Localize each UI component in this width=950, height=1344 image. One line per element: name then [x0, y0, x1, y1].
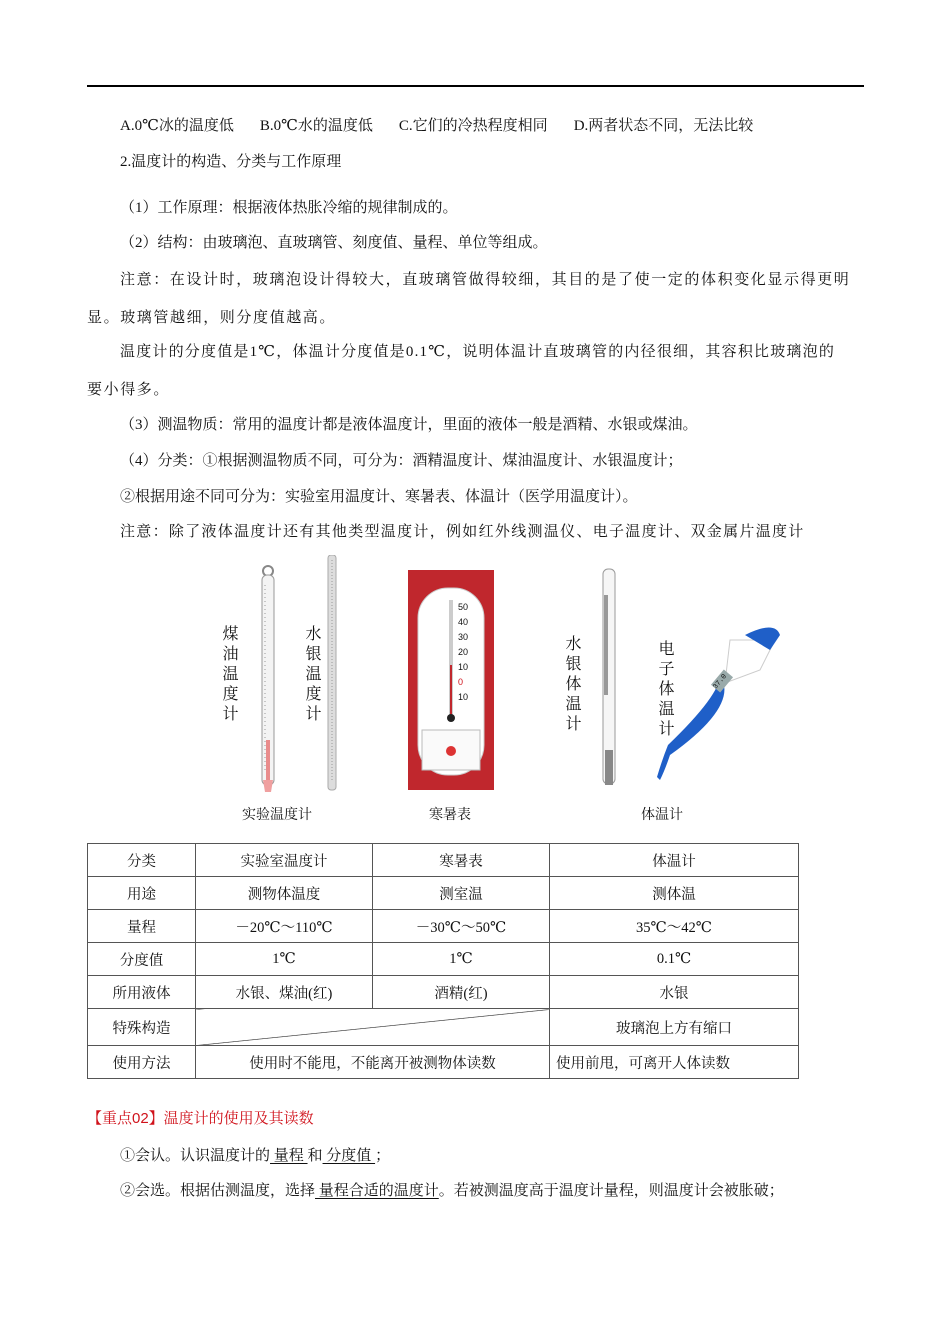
section-title: 2.温度计的构造、分类与工作原理 [120, 154, 342, 170]
option-d: D.两者状态不同，无法比较 [573, 118, 754, 134]
table-row [88, 976, 799, 1009]
table-cell: 测体温 [550, 877, 799, 910]
table-cell: 量程 [88, 910, 196, 943]
wall-thermometer-image [408, 570, 494, 790]
table-row [88, 877, 799, 910]
paragraph-structure: （2）结构：由玻璃泡、直玻璃管、刻度值、量程、单位等组成。 [120, 235, 548, 251]
table-cell: 1℃ [373, 943, 550, 976]
note-design: 注意：在设计时，玻璃泡设计得较大，直玻璃管做得较细，其目的是了使一定的体积变化显示得更明 [120, 272, 851, 288]
paragraph-classification: （4）分类：①根据测温物质不同，可分为：酒精温度计、煤油温度计、水银温度计； [120, 453, 683, 469]
table-cell: 分类 [88, 844, 196, 877]
table-row [88, 910, 799, 943]
thermometer-illustration [200, 555, 800, 830]
scale-tick: 40 [458, 617, 469, 627]
answer-suitable: 量程合适的温度计 [315, 1183, 439, 1199]
table-row [88, 1046, 799, 1079]
scale-tick: 10 [458, 662, 469, 672]
table-cell: 使用前甩，可离开人体读数 [550, 1046, 799, 1079]
note-design-cont: 显。玻璃管越细，则分度值越高。 [87, 310, 337, 326]
table-cell: 使用方法 [88, 1046, 196, 1079]
text: ①会认。认识温度计的 [120, 1148, 271, 1164]
text: ②会选。根据估测温度，选择 [120, 1183, 316, 1199]
table-cell: 玻璃泡上方有缩口 [550, 1009, 799, 1046]
thermometer-figure [200, 555, 800, 830]
answer-range: 量程 [270, 1148, 308, 1164]
table-cell: 测物体温度 [196, 877, 373, 910]
caption-lab: 实验温度计 [242, 808, 312, 823]
kerosene-thermometer-image [262, 566, 274, 792]
paragraph-substance: （3）测温物质：常用的温度计都是液体温度计，里面的液体一般是酒精、水银或煤油。 [120, 417, 698, 433]
scale-tick: 20 [458, 647, 469, 657]
thermometer-comparison-table [87, 843, 799, 1079]
answer-division: 分度值 [322, 1148, 376, 1164]
caption-wall: 寒暑表 [429, 808, 471, 823]
table-cell: 水银 [550, 976, 799, 1009]
table-row [88, 1009, 799, 1046]
table-cell: 特殊构造 [88, 1009, 196, 1046]
table-cell: －30℃～50℃ [373, 910, 550, 943]
table-cell: 酒精(红) [373, 976, 550, 1009]
table-cell: 水银、煤油(红) [196, 976, 373, 1009]
label-mercury-clinical: 水银体温计 [563, 635, 580, 735]
paragraph-principle: （1）工作原理：根据液体热胀冷缩的规律制成的。 [120, 200, 458, 216]
note-other-types: 注意：除了液体温度计还有其他类型温度计，例如红外线测温仪、电子温度计、双金属片温度计 [120, 524, 805, 540]
table-cell: 使用时不能甩，不能离开被测物体读数 [196, 1046, 550, 1079]
scale-tick: 10 [458, 692, 469, 702]
table-cell: 寒暑表 [373, 844, 550, 877]
scale-tick: 0 [458, 677, 464, 687]
table-cell: 分度值 [88, 943, 196, 976]
label-kerosene: 煤油温度计 [220, 625, 237, 725]
table-cell: 用途 [88, 877, 196, 910]
clinical-thermometer-image [603, 569, 615, 785]
table-cell: 1℃ [196, 943, 373, 976]
paragraph-classification-use: ②根据用途不同可分为：实验室用温度计、寒暑表、体温计（医学用温度计）。 [120, 489, 638, 505]
table-cell: －20℃～110℃ [196, 910, 373, 943]
answer-options [120, 116, 779, 136]
option-b: B.0℃水的温度低 [259, 118, 373, 134]
header-rule [87, 85, 864, 87]
note-division-cont: 要小得多。 [87, 382, 171, 398]
wall-thermometer-scale [458, 600, 468, 705]
caption-clinical: 体温计 [641, 808, 683, 823]
table-cell: 体温计 [550, 844, 799, 877]
table-cell: 0.1℃ [550, 943, 799, 976]
text: 和 [307, 1148, 323, 1164]
option-a: A.0℃冰的温度低 [120, 118, 234, 134]
key-point-select [120, 1181, 784, 1201]
note-division: 温度计的分度值是1℃，体温计分度值是0.1℃，说明体温计直玻璃管的内径很细，其容积比玻璃泡的 [120, 344, 836, 360]
text: ； [375, 1148, 391, 1164]
table-row [88, 943, 799, 976]
label-mercury: 水银温度计 [303, 625, 320, 725]
digital-display: 37.0 [711, 672, 729, 692]
scale-tick: 50 [458, 602, 469, 612]
scale-tick: 30 [458, 632, 469, 642]
table-cell: 所用液体 [88, 976, 196, 1009]
table-cell: 35℃～42℃ [550, 910, 799, 943]
label-digital: 电子体温计 [656, 640, 673, 740]
text: 。若被测温度高于温度计量程，则温度计会被胀破； [438, 1183, 784, 1199]
table-row [88, 844, 799, 877]
key-point-heading: 【重点02】温度计的使用及其读数 [87, 1110, 314, 1127]
option-c: C.它们的冷热程度相同 [398, 118, 548, 134]
table-cell: 测室温 [373, 877, 550, 910]
table-cell-empty-diagonal [196, 1009, 550, 1046]
key-point-recognize [120, 1146, 390, 1166]
table-cell: 实验室温度计 [196, 844, 373, 877]
mercury-thermometer-image [328, 555, 336, 790]
